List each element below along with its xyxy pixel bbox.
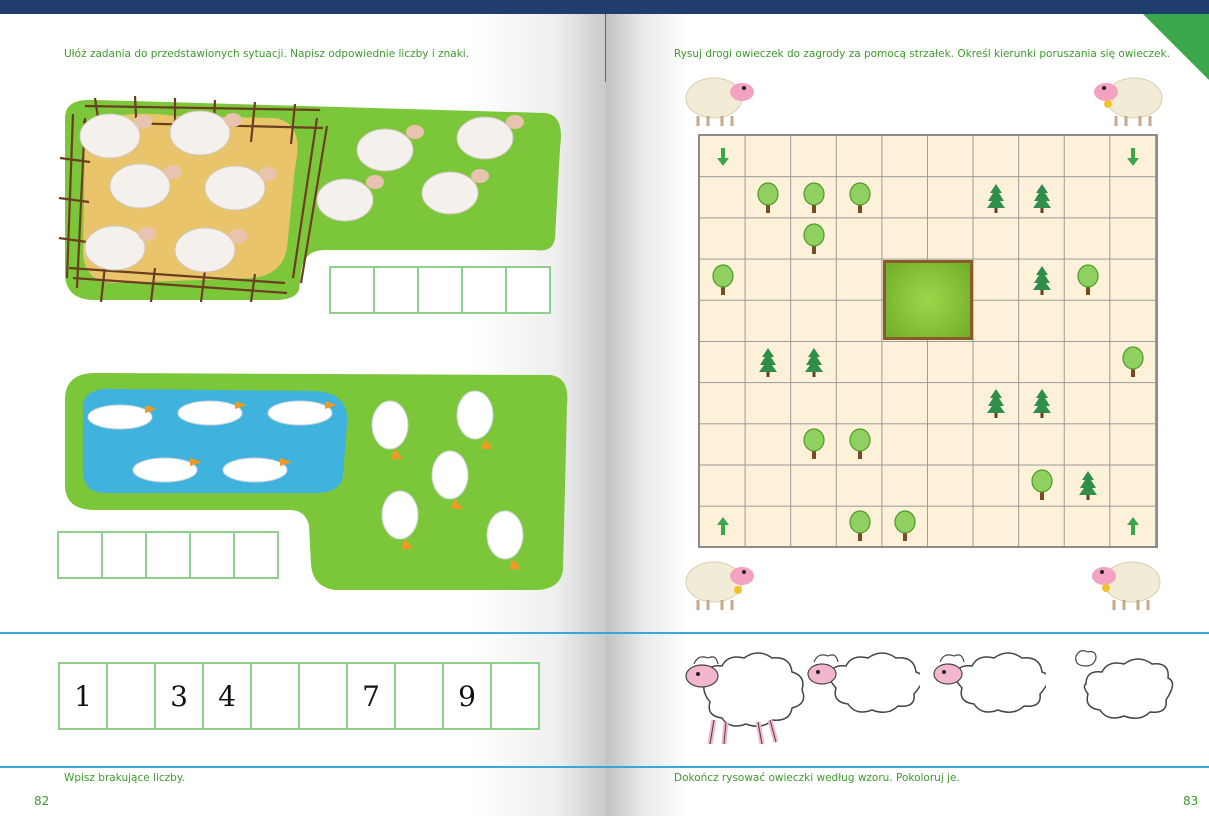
right-instruction-bottom: Dokończ rysować owieczki według wzoru. Pokoloruj je.	[674, 772, 960, 784]
right-divider-top	[606, 632, 1209, 634]
conifer-tree-icon	[1065, 464, 1111, 505]
conifer-tree-icon	[1019, 259, 1065, 300]
conifer-tree-icon	[1019, 177, 1065, 218]
duck-answer-boxes[interactable]	[59, 531, 279, 579]
number-cell[interactable]: 9	[442, 662, 492, 730]
answer-box[interactable]	[373, 266, 419, 314]
missing-numbers-row[interactable]	[60, 662, 540, 730]
number-cell[interactable]: 3	[154, 662, 204, 730]
answer-box[interactable]	[505, 266, 551, 314]
conifer-tree-icon	[791, 341, 837, 382]
answer-box[interactable]	[189, 531, 235, 579]
pattern-sheep-icon	[926, 648, 1046, 728]
number-cell[interactable]	[250, 662, 300, 730]
sheep-icon	[1086, 556, 1162, 612]
number-cell[interactable]: 7	[346, 662, 396, 730]
tree-icon	[1019, 464, 1065, 505]
conifer-tree-icon	[746, 341, 792, 382]
left-divider-top	[0, 632, 606, 634]
tree-icon	[791, 423, 837, 464]
answer-box[interactable]	[101, 531, 147, 579]
number-cell[interactable]: 1	[58, 662, 108, 730]
sheep-answer-boxes[interactable]	[331, 266, 551, 314]
sheep-pen	[883, 260, 972, 340]
pattern-sheep-icon	[1066, 648, 1176, 728]
corner-triangle	[1143, 14, 1209, 80]
number-cell[interactable]	[490, 662, 540, 730]
tree-icon	[700, 259, 746, 300]
left-divider-bottom	[0, 766, 606, 768]
number-cell[interactable]: 4	[202, 662, 252, 730]
number-cell[interactable]	[394, 662, 444, 730]
pattern-sheep-icon	[676, 648, 806, 748]
arrow-down-icon	[1110, 136, 1156, 177]
tree-icon	[837, 177, 883, 218]
answer-box[interactable]	[57, 531, 103, 579]
tree-icon	[791, 177, 837, 218]
tree-icon	[837, 505, 883, 546]
sheep-icon	[1088, 72, 1164, 128]
direction-grid[interactable]	[698, 134, 1158, 548]
tree-icon	[791, 218, 837, 259]
answer-box[interactable]	[417, 266, 463, 314]
answer-box[interactable]	[233, 531, 279, 579]
arrow-up-icon	[700, 505, 746, 546]
tree-icon	[882, 505, 928, 546]
arrow-up-icon	[1110, 505, 1156, 546]
right-instruction-top: Rysuj drogi owieczek do zagrody za pomocą strzałek. Określ kierunki poruszania się owieczek.	[674, 48, 1170, 60]
pattern-sheep-icon	[800, 648, 920, 728]
sheep-icon	[684, 556, 760, 612]
number-cell[interactable]	[106, 662, 156, 730]
sheep-icon	[684, 72, 760, 128]
page-number-left: 82	[34, 794, 50, 808]
tree-icon	[837, 423, 883, 464]
top-band	[0, 0, 1209, 14]
right-divider-bottom	[606, 766, 1209, 768]
conifer-tree-icon	[1019, 382, 1065, 423]
tree-icon	[1110, 341, 1156, 382]
left-instruction-bottom: Wpisz brakujące liczby.	[64, 772, 185, 784]
tree-icon	[746, 177, 792, 218]
answer-box[interactable]	[145, 531, 191, 579]
answer-box[interactable]	[461, 266, 507, 314]
number-cell[interactable]	[298, 662, 348, 730]
page-number-right: 83	[1183, 794, 1199, 808]
tree-icon	[1065, 259, 1111, 300]
conifer-tree-icon	[974, 177, 1020, 218]
answer-box[interactable]	[329, 266, 375, 314]
conifer-tree-icon	[974, 382, 1020, 423]
arrow-down-icon	[700, 136, 746, 177]
left-instruction-top: Ułóż zadania do przedstawionych sytuacji. Napisz odpowiednie liczby i znaki.	[64, 48, 470, 60]
